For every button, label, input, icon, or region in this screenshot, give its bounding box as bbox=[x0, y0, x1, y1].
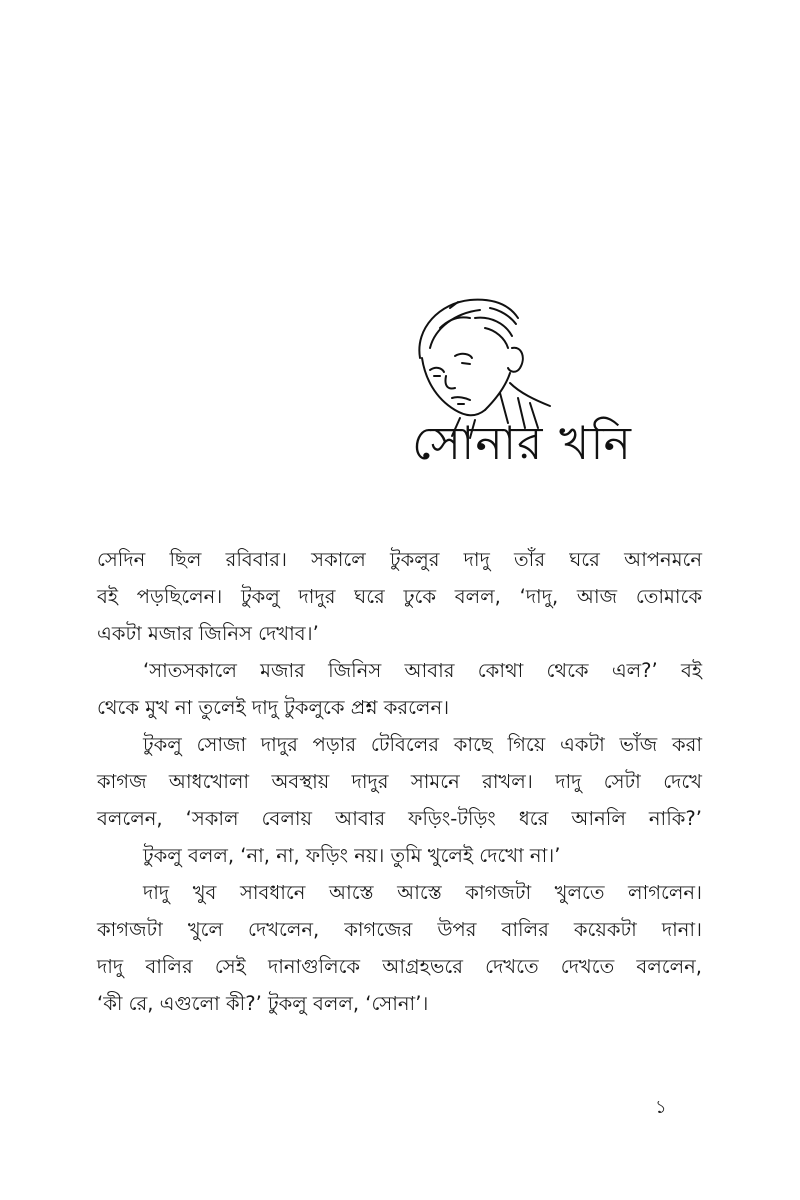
text-line: টুকলু সোজা দাদুর পড়ার টেবিলের কাছে গিয়ে একটা ভাঁজ করা bbox=[143, 733, 702, 756]
page-number: ১ bbox=[655, 1097, 667, 1118]
text-line: থেকে মুখ না তুলেই দাদু টুকলুকে প্রশ্ন করলেন। bbox=[97, 696, 450, 719]
text-line: একটা মজার জিনিস দেখাব।’ bbox=[97, 622, 319, 645]
text-line: বই পড়ছিলেন। টুকলু দাদুর ঘরে ঢুকে বলল, ‘দাদু, আজ তোমাকে bbox=[97, 585, 702, 608]
text-line: দাদু বালির সেই দানাগুলিকে আগ্রহভরে দেখতে দেখতে বললেন, bbox=[97, 955, 702, 978]
text-line: কাগজটা খুলে দেখলেন, কাগজের উপর বালির কয়েকটা দানা। bbox=[97, 918, 702, 941]
text-line: কাগজ আধখোলা অবস্থায় দাদুর সামনে রাখল। দাদু সেটা দেখে bbox=[97, 770, 702, 793]
text-line: টুকলু বলল, ‘না, না, ফড়িং নয়। তুমি খুলেই দেখো না।’ bbox=[143, 844, 561, 867]
chapter-title: সোনার খনি bbox=[412, 416, 632, 470]
text-line: বললেন, ‘সকাল বেলায় আবার ফড়িং-টড়িং ধরে আনলি নাকি?’ bbox=[97, 807, 702, 830]
text-line: সেদিন ছিল রবিবার। সকালে টুকলুর দাদু তাঁর ঘরে আপনমনে bbox=[97, 548, 702, 571]
text-line: দাদু খুব সাবধানে আস্তে আস্তে কাগজটা খুলতে লাগলেন। bbox=[143, 881, 702, 904]
text-line: ‘সাতসকালে মজার জিনিস আবার কোথা থেকে এল?’ বই bbox=[143, 659, 702, 682]
text-line: ‘কী রে, এগুলো কী?’ টুকলু বলল, ‘সোনা’। bbox=[97, 992, 429, 1015]
body-text bbox=[97, 541, 702, 1022]
